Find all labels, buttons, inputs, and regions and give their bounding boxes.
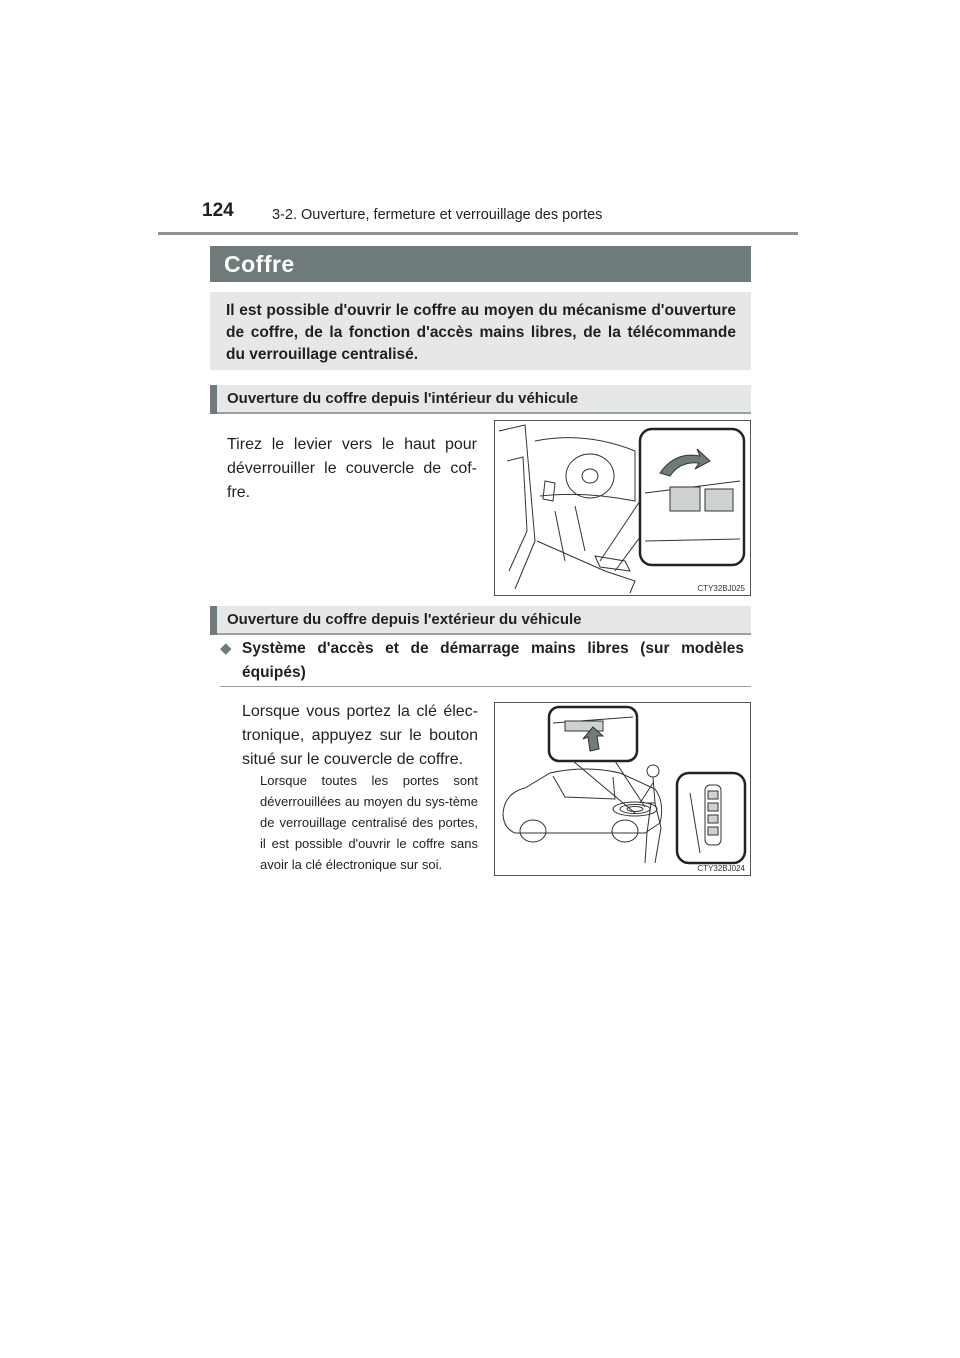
interior-instruction-text: Tirez le levier vers le haut pour déverrouiller le couvercle de cof-fre. — [227, 436, 477, 501]
figure-code: CTY32BJ024 — [697, 864, 745, 873]
subheading-interior — [210, 385, 751, 414]
smart-key-heading-text: Système d'accès et de démarrage mains libres (sur modèles équipés) — [242, 640, 744, 681]
smart-key-divider — [220, 686, 751, 687]
section-title-bar — [210, 246, 751, 282]
subheading-marker — [210, 385, 217, 414]
chapter-title: 3-2. Ouverture, fermeture et verrouillage des portes — [272, 207, 603, 223]
subheading-marker — [210, 606, 217, 635]
intro-text: Il est possible d'ouvrir le coffre au moyen du mécanisme d'ouverture de coffre, de la fonction d'accès mains libres, de la télécommande du verrouillage centralisé. — [226, 302, 736, 363]
intro-panel — [210, 292, 751, 370]
exterior-instruction-text: Lorsque vous portez la clé élec-tronique, appuyez sur le bouton situé sur le couvercle de coffre. — [242, 703, 478, 768]
figure-code: CTY32BJ025 — [697, 584, 745, 593]
subheading-interior-label: Ouverture du coffre depuis l'intérieur du véhicule — [227, 390, 579, 407]
header-divider — [158, 232, 798, 235]
section-title: Coffre — [224, 251, 295, 277]
page-number: 124 — [202, 200, 234, 221]
trunk-button-illustration — [494, 702, 751, 876]
car-exterior-drawing — [495, 703, 750, 875]
diamond-bullet-icon: ◆ — [220, 640, 232, 657]
exterior-note-text: Lorsque toutes les portes sont déverrouillées au moyen du sys-tème de verrouillage centralisé des portes, il est possible d'ouvrir le coffre sans avoir la clé électronique sur soi. — [260, 773, 478, 872]
subheading-exterior — [210, 606, 751, 635]
subheading-exterior-label: Ouverture du coffre depuis l'extérieur du véhicule — [227, 611, 582, 628]
interior-lever-illustration — [494, 420, 751, 596]
car-interior-drawing — [495, 421, 750, 595]
